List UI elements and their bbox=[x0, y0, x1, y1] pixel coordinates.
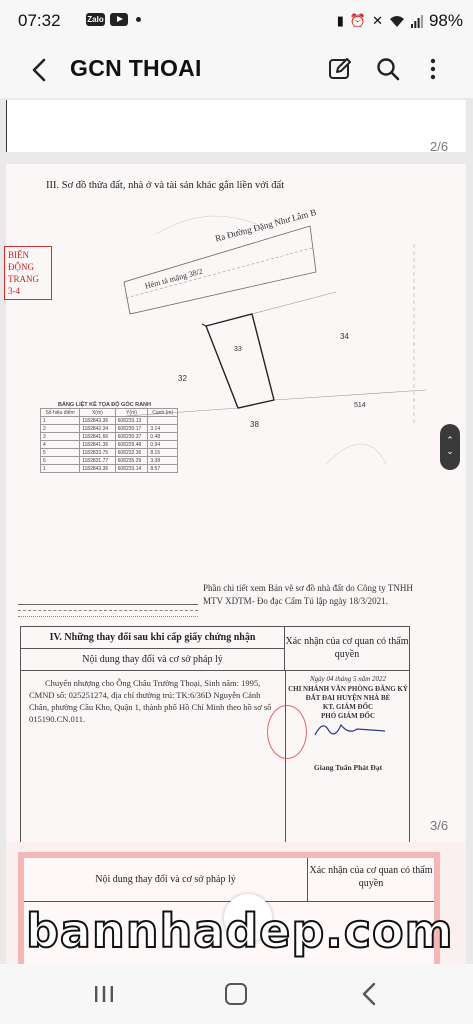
neighbor-line bbox=[252, 292, 336, 314]
search-icon[interactable] bbox=[375, 56, 401, 82]
app-bar bbox=[0, 42, 473, 98]
page-title: GCN THOAI bbox=[70, 55, 202, 81]
parcel-number: 34 bbox=[340, 332, 349, 341]
column-header: Cạnh (m) bbox=[148, 409, 178, 417]
more-notifications-icon bbox=[136, 17, 141, 22]
table-cell: 6 bbox=[41, 457, 80, 465]
section-4-title: IV. Những thay đổi sau khi cấp giấy chứng nhận bbox=[21, 627, 285, 649]
alley-label: Hẻm tả mặng 38/2 bbox=[144, 266, 204, 291]
table-cell: 2 bbox=[41, 425, 80, 433]
section-4-table bbox=[20, 626, 410, 844]
status-bar bbox=[0, 0, 473, 42]
table-cell: 1182842.34 bbox=[80, 425, 116, 433]
section-3-heading: III. Sơ đồ thửa đất, nhà ở và tài sản khác gắn liền với đất bbox=[46, 180, 285, 191]
sign-date: Ngày 04 tháng 5 năm 2022 bbox=[309, 675, 387, 683]
road-label: Ra Đường Đặng Như Lâm B bbox=[214, 207, 318, 244]
legend-line bbox=[18, 610, 198, 611]
table-cell: 1182843.36 bbox=[80, 417, 116, 425]
transfer-details: Chuyển nhượng cho Ông Châu Trường Thoại, Sinh năm: 1995, CMND số: 025251274, địa chỉ thường trú: TK:6/36D Nguyễn Cảnh Chân, phường Cầu Kho, Quận 1, thành phố Hồ Chí Minh theo hồ sơ số 015190.CN.011. bbox=[29, 678, 272, 724]
table-cell: 608232.36 bbox=[115, 449, 148, 457]
table-cell: 1 bbox=[41, 465, 80, 473]
legend-line bbox=[18, 604, 198, 605]
table-row bbox=[41, 441, 178, 449]
notification-icons bbox=[86, 13, 141, 26]
bien-dong-stamp: BIẾN ĐỘNG TRANG 3-4 bbox=[4, 246, 52, 300]
table-row bbox=[41, 425, 178, 433]
table-cell bbox=[148, 417, 178, 425]
status-time: 07:32 bbox=[18, 11, 61, 30]
table-cell: 608233.13 bbox=[115, 417, 148, 425]
map-curve bbox=[326, 444, 386, 464]
alarm-icon: ⏰ bbox=[349, 13, 367, 28]
coord-table-title: BẢNG LIỆT KÊ TỌA ĐỘ GÓC RANH bbox=[58, 402, 151, 408]
table-cell: 608229.48 bbox=[115, 441, 148, 449]
table-row bbox=[41, 449, 178, 457]
mute-icon: ✕ bbox=[372, 13, 383, 28]
sign-role: PHÓ GIÁM ĐỐC bbox=[320, 712, 376, 720]
navigation-bar bbox=[0, 964, 473, 1024]
page-border bbox=[6, 100, 7, 152]
table-cell: 608230.17 bbox=[115, 425, 148, 433]
table-cell: 8.57 bbox=[148, 465, 178, 473]
signature-block bbox=[287, 675, 409, 772]
parcel-33-outline bbox=[206, 314, 274, 408]
table-cell: 608230.37 bbox=[115, 433, 148, 441]
page-indicator: 2/6 bbox=[430, 139, 449, 154]
parcel-number: 38 bbox=[250, 420, 259, 429]
youtube-icon bbox=[110, 13, 128, 26]
table-cell: 1182831.77 bbox=[80, 457, 116, 465]
table-cell: 608235.29 bbox=[115, 457, 148, 465]
battery-level: 98% bbox=[428, 11, 463, 30]
parcel-number: 32 bbox=[178, 374, 187, 383]
table-cell: 3 bbox=[41, 433, 80, 441]
table-row bbox=[41, 457, 178, 465]
table-row bbox=[41, 417, 178, 425]
edit-icon[interactable] bbox=[327, 56, 353, 82]
document-viewer[interactable] bbox=[0, 98, 473, 964]
signer-name: Giang Tuấn Phát Đạt bbox=[313, 763, 383, 772]
page-indicator: 3/6 bbox=[430, 818, 449, 833]
confirmation-column-header: Xác nhận của cơ quan có thẩm quyền bbox=[285, 627, 409, 671]
table-cell: 608233.14 bbox=[115, 465, 148, 473]
confirmation-column-header: Xác nhận của cơ quan có thẩm quyền bbox=[308, 858, 434, 902]
column-header: Y(m) bbox=[115, 409, 148, 417]
drawing-note: Phần chi tiết xem Bản vẽ sơ đồ nhà đất do Công ty TNHH MTV XDTM- Đo đạc Cẩm Tú lập ngày 18/3/2021. bbox=[203, 583, 413, 606]
changes-column-header: Nội dung thay đổi và cơ sở pháp lý bbox=[21, 649, 285, 671]
recent-apps-icon[interactable] bbox=[93, 984, 115, 1004]
home-icon[interactable] bbox=[225, 983, 247, 1005]
table-cell: 3.14 bbox=[148, 425, 178, 433]
table-cell: 1182843.36 bbox=[80, 465, 116, 473]
back-arrow-icon[interactable] bbox=[28, 56, 52, 84]
table-cell: 0.94 bbox=[148, 441, 178, 449]
watermark: bannhadep.com bbox=[26, 904, 454, 958]
table-cell: 0.48 bbox=[148, 433, 178, 441]
wifi-icon bbox=[389, 15, 405, 28]
fast-scroll-handle[interactable]: ⌃ ⌄ bbox=[440, 424, 460, 470]
map-legend bbox=[18, 600, 198, 617]
signature-icon bbox=[309, 717, 389, 741]
back-nav-icon[interactable] bbox=[360, 982, 378, 1006]
pdf-page-2 bbox=[6, 164, 466, 892]
table-cell: 5 bbox=[41, 449, 80, 457]
neighbor-line bbox=[274, 390, 426, 400]
table-cell: 8.15 bbox=[148, 449, 178, 457]
table-cell: 4 bbox=[41, 441, 80, 449]
table-cell: 3.38 bbox=[148, 457, 178, 465]
table-cell: 1182833.75 bbox=[80, 449, 116, 457]
column-header: Số hiệu điểm bbox=[41, 409, 80, 417]
column-header: X(m) bbox=[80, 409, 116, 417]
system-icons bbox=[337, 11, 463, 31]
table-cell: 1 bbox=[41, 417, 80, 425]
table-header-row bbox=[41, 409, 178, 417]
sign-organization: CHI NHÁNH VĂN PHÒNG ĐĂNG KÝ ĐẤT ĐAI HUYỆN NHÀ BÈ bbox=[288, 685, 408, 702]
table-cell: 1182841.66 bbox=[80, 433, 116, 441]
table-row bbox=[41, 433, 178, 441]
sign-role: KT. GIÁM ĐỐC bbox=[322, 703, 374, 711]
coordinate-table bbox=[40, 408, 178, 473]
changes-column-header: Nội dung thay đổi và cơ sở pháp lý bbox=[24, 858, 308, 902]
zalo-icon: Zalo bbox=[87, 15, 104, 24]
table-cell: 1182841.36 bbox=[80, 441, 116, 449]
more-options-icon[interactable] bbox=[420, 56, 446, 82]
battery-saver-icon: ▮ bbox=[336, 13, 344, 28]
table-row bbox=[41, 465, 178, 473]
parcel-edge bbox=[202, 324, 206, 326]
legend-line bbox=[18, 616, 198, 617]
parcel-number: 33 bbox=[234, 346, 242, 353]
pdf-page-1 bbox=[6, 100, 466, 152]
parcel-number: 514 bbox=[354, 402, 366, 409]
signal-icon bbox=[411, 15, 423, 28]
